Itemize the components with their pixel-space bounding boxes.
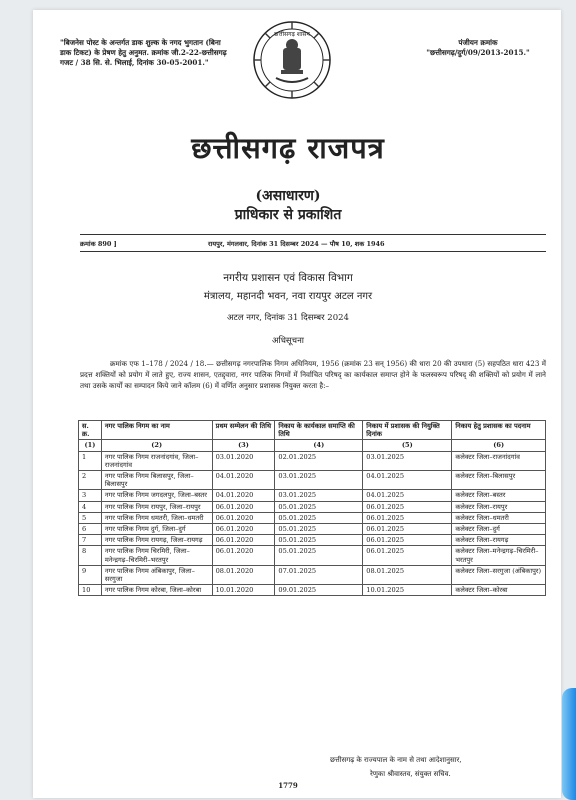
table-cell: नगर पालिक निगम दुर्ग, जिला–दुर्ग bbox=[101, 524, 212, 535]
notification-dateline: अटल नगर, दिनांक 31 दिसम्बर 2024 bbox=[227, 313, 349, 323]
table-cell: 05.01.2025 bbox=[275, 546, 363, 565]
table-cell: नगर पालिक निगम धमतरी, जिला–धमतरी bbox=[101, 512, 212, 523]
table-row bbox=[79, 490, 546, 501]
notification-heading: अधिसूचना bbox=[272, 336, 304, 346]
column-number: (6) bbox=[452, 440, 546, 451]
table-cell: 3 bbox=[79, 490, 102, 501]
table-cell: 04.01.2025 bbox=[363, 471, 452, 490]
table-cell: 06.01.2025 bbox=[363, 535, 452, 546]
table-cell: कलेक्टर जिला–कोरबा bbox=[452, 585, 546, 596]
column-number-row bbox=[79, 440, 546, 451]
table-cell: नगर पालिक निगम रायगढ़, जिला–रायगढ़ bbox=[101, 535, 212, 546]
column-number: (2) bbox=[101, 440, 212, 451]
column-number: (5) bbox=[363, 440, 452, 451]
table-cell: कलेक्टर जिला–मनेन्द्रगढ़–चिरमिरी–भरतपुर bbox=[452, 546, 546, 565]
table-cell: 7 bbox=[79, 535, 102, 546]
table-cell: 08.01.2020 bbox=[212, 565, 275, 584]
table-header: निकाय में प्रशासक की नियुक्ति दिनांक bbox=[363, 421, 452, 440]
state-emblem-icon bbox=[252, 20, 332, 100]
table-cell: 5 bbox=[79, 512, 102, 523]
table-cell: कलेक्टर जिला–रायपुर bbox=[452, 501, 546, 512]
table-row bbox=[79, 565, 546, 584]
table-cell: 06.01.2020 bbox=[212, 524, 275, 535]
table-cell: 06.01.2025 bbox=[363, 546, 452, 565]
table-cell: 05.01.2025 bbox=[275, 501, 363, 512]
table-cell: 10.01.2025 bbox=[363, 585, 452, 596]
table-cell: 04.01.2020 bbox=[212, 490, 275, 501]
table-cell: 04.01.2025 bbox=[363, 490, 452, 501]
authority-label: प्राधिकार से प्रकाशित bbox=[234, 207, 342, 223]
table-cell: 06.01.2025 bbox=[363, 524, 452, 535]
signatory: रेणुका श्रीवास्तव, संयुक्त सचिव. bbox=[370, 770, 451, 778]
table-header: निकाय हेतु प्रशासक का पदनाम bbox=[452, 421, 546, 440]
table-cell: 8 bbox=[79, 546, 102, 565]
table-cell: 4 bbox=[79, 501, 102, 512]
table-cell: कलेक्टर जिला–सरगुजा (अंबिकापुर) bbox=[452, 565, 546, 584]
table-row bbox=[79, 585, 546, 596]
column-number: (1) bbox=[79, 440, 102, 451]
table-cell: कलेक्टर जिला–रायगढ़ bbox=[452, 535, 546, 546]
table-header: नगर पालिक निगम का नाम bbox=[101, 421, 212, 440]
table-cell: 02.01.2025 bbox=[275, 451, 363, 470]
table-header: निकाय के कार्यकाल समाप्ति की तिथि bbox=[275, 421, 363, 440]
table-cell: नगर पालिक निगम अंबिकापुर, जिला–सरगुजा bbox=[101, 565, 212, 584]
table-cell: 09.01.2025 bbox=[275, 585, 363, 596]
table-cell: 06.01.2020 bbox=[212, 535, 275, 546]
table-cell: 08.01.2025 bbox=[363, 565, 452, 584]
table-cell: नगर पालिक निगम रायपुर, जिला–रायपुर bbox=[101, 501, 212, 512]
administrator-table bbox=[78, 420, 546, 596]
postal-notice: "बिजनेस पोस्ट के अन्तर्गत डाक शुल्क के नगद भुगतान (बिना डाक टिकट) के प्रेषण हेतु अनुमत. क्रमांक जी.2-22-छत्तीसगढ़ गजट / 38 सि. से. भिलाई, दिनांक 30-05-2001." bbox=[60, 38, 227, 67]
table-cell: 2 bbox=[79, 471, 102, 490]
column-number: (4) bbox=[275, 440, 363, 451]
table-row bbox=[79, 512, 546, 523]
page-number: 1779 bbox=[278, 781, 298, 790]
table-cell: 10 bbox=[79, 585, 102, 596]
table-cell: 05.01.2025 bbox=[275, 535, 363, 546]
department-name: नगरीय प्रशासन एवं विकास विभाग bbox=[223, 272, 353, 284]
table-cell: नगर पालिक निगम जगदलपुर, जिला–बस्तर bbox=[101, 490, 212, 501]
table-header: प्रथम सम्मेलन की तिथि bbox=[212, 421, 275, 440]
emblem-text: छत्तीसगढ़ शासन bbox=[274, 31, 310, 38]
table-cell: कलेक्टर जिला–धमतरी bbox=[452, 512, 546, 523]
table-cell: 03.01.2020 bbox=[212, 451, 275, 470]
column-number: (3) bbox=[212, 440, 275, 451]
table-cell: नगर पालिक निगम कोरबा, जिला–कोरबा bbox=[101, 585, 212, 596]
table-cell: 06.01.2020 bbox=[212, 501, 275, 512]
table-cell: 05.01.2025 bbox=[275, 512, 363, 523]
issue-place-date: रायपुर, मंगलवार, दिनांक 31 दिसम्बर 2024 — पौष 10, शक 1946 bbox=[208, 240, 385, 248]
issue-rule-top bbox=[80, 234, 546, 235]
table-cell: 04.01.2020 bbox=[212, 471, 275, 490]
registration-label: पंजीयन क्रमांक bbox=[458, 38, 498, 47]
table-row bbox=[79, 524, 546, 535]
extraordinary-label: (असाधारण) bbox=[255, 188, 321, 204]
table-row bbox=[79, 535, 546, 546]
registration-number: "छत्तीसगढ़/दुर्ग/09/2013-2015." bbox=[426, 48, 530, 57]
table-cell: 03.01.2025 bbox=[363, 451, 452, 470]
table-cell: नगर पालिक निगम चिरमिरी, जिला–मनेन्द्रगढ़–चिरमिरी–भरतपुर bbox=[101, 546, 212, 565]
table-cell: 06.01.2025 bbox=[363, 501, 452, 512]
table-cell: 1 bbox=[79, 451, 102, 470]
table-cell: 06.01.2025 bbox=[363, 512, 452, 523]
order-line: छत्तीसगढ़ के राज्यपाल के नाम से तथा आदेशानुसार, bbox=[330, 756, 462, 764]
table-cell: कलेक्टर जिला–बस्तर bbox=[452, 490, 546, 501]
issue-number: क्रमांक 890 ] bbox=[80, 240, 117, 248]
table-cell: 03.01.2025 bbox=[275, 490, 363, 501]
issue-rule-bottom bbox=[80, 251, 546, 252]
table-header-row bbox=[79, 421, 546, 440]
table-cell: 06.01.2020 bbox=[212, 546, 275, 565]
gazette-title: छत्तीसगढ़ राजपत्र bbox=[191, 131, 385, 165]
table-cell: 06.01.2020 bbox=[212, 512, 275, 523]
table-cell: 6 bbox=[79, 524, 102, 535]
table-cell: कलेक्टर जिला–राजनांदगांव bbox=[452, 451, 546, 470]
table-row bbox=[79, 471, 546, 490]
table-cell: 05.01.2025 bbox=[275, 524, 363, 535]
table-cell: नगर पालिक निगम बिलासपुर, जिला–बिलासपुर bbox=[101, 471, 212, 490]
table-cell: 07.01.2025 bbox=[275, 565, 363, 584]
table-cell: कलेक्टर जिला–बिलासपुर bbox=[452, 471, 546, 490]
registration-block bbox=[408, 38, 548, 58]
ministry-address: मंत्रालय, महानदी भवन, नवा रायपुर अटल नगर bbox=[203, 291, 373, 302]
table-row bbox=[79, 546, 546, 565]
table-cell: 9 bbox=[79, 565, 102, 584]
table-row bbox=[79, 501, 546, 512]
table-cell: नगर पालिक निगम राजनांदगांव, जिला–राजनांदगांव bbox=[101, 451, 212, 470]
notification-body: क्रमांक एफ 1–178 / 2024 / 18.— छत्तीसगढ़ नगरपालिक निगम अधिनियम, 1956 (क्रमांक 23 सन् 1956) की धारा 20 की उपधारा (5) सहपठित धारा 423 में प्रदत्त शक्तियों को प्रयोग में लाते हुए, राज्य शासन, एतद्द्वारा, नगर पालिक निगमों में निर्वाचित परिषद् का कार्यकाल समाप्त होने के फलस्वरूप परिषद् की शक्तियों को प्रयोग में लाने तथा उसके कार्यों का सम्पादन किये जाने कॉलम (6) में वर्णित अनुसार प्रशासक नियुक्त करता है:– bbox=[80, 359, 546, 390]
table-cell: 10.01.2020 bbox=[212, 585, 275, 596]
table-cell: कलेक्टर जिला–दुर्ग bbox=[452, 524, 546, 535]
table-row bbox=[79, 451, 546, 470]
table-cell: 03.01.2025 bbox=[275, 471, 363, 490]
table-header: स. क्र. bbox=[79, 421, 102, 440]
